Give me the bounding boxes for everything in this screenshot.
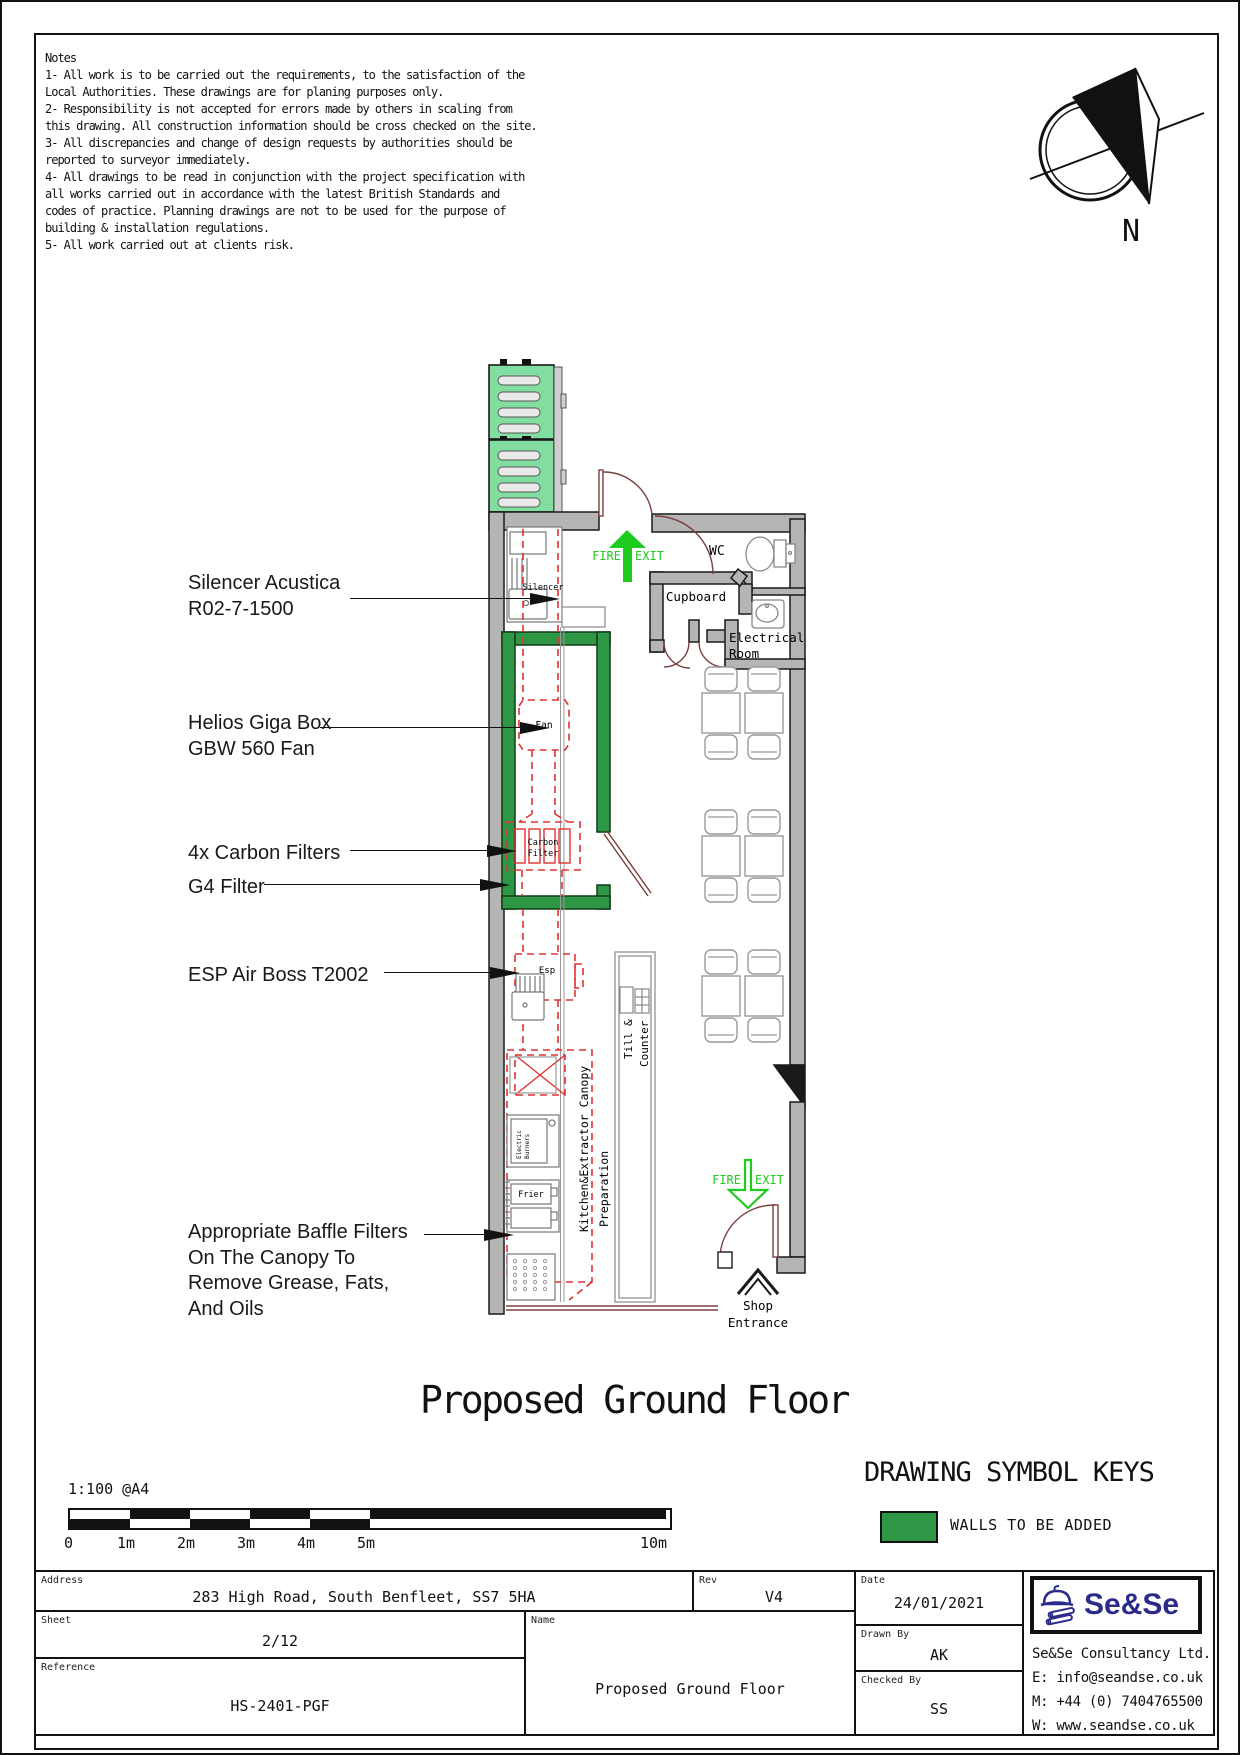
annotation-g4 bbox=[188, 874, 265, 900]
cell-company bbox=[1024, 1572, 1215, 1734]
leader-arrow-icon bbox=[487, 845, 517, 857]
logo-text: Se&Se bbox=[1084, 1588, 1180, 1621]
scale-bar-row-bottom bbox=[70, 1519, 670, 1528]
north-arrow-icon bbox=[962, 57, 1217, 262]
cell-name bbox=[526, 1612, 856, 1734]
label-carbon1: Carbon bbox=[527, 838, 559, 848]
annotation-line: ESP Air Boss T2002 bbox=[188, 964, 369, 986]
note-line: 2- Responsibility is not accepted for errors made by others in scaling from bbox=[45, 102, 512, 116]
reference-label: Reference bbox=[41, 1662, 96, 1673]
company-name: Se&Se Consultancy Ltd. bbox=[1032, 1646, 1211, 1662]
sheet-label: Sheet bbox=[41, 1615, 72, 1626]
rev-value: V4 bbox=[764, 1588, 784, 1606]
cell-address bbox=[36, 1572, 694, 1612]
annotation-line: On The Canopy To bbox=[188, 1246, 356, 1269]
company-logo bbox=[1030, 1576, 1202, 1634]
hardhat-icon bbox=[1038, 1584, 1080, 1626]
note-line: building & installation regulations. bbox=[45, 221, 270, 235]
note-line: reported to surveyor immediately. bbox=[45, 153, 251, 167]
drawn-by-value: AK bbox=[929, 1646, 949, 1664]
vent-grille-stack bbox=[489, 359, 566, 512]
legend-wall-swatch bbox=[880, 1511, 938, 1543]
label-frier: Frier bbox=[518, 1190, 544, 1200]
company-email: E: info@seandse.co.uk bbox=[1032, 1670, 1203, 1686]
note-line: 5- All work carried out at clients risk. bbox=[45, 238, 294, 252]
drawing-title: Proposed Ground Floor bbox=[420, 1378, 848, 1422]
notes-block bbox=[45, 50, 585, 254]
silencer-unit bbox=[507, 527, 562, 622]
scale-tick: 3m bbox=[237, 1534, 256, 1552]
label-preparation: Preparation bbox=[597, 1150, 611, 1227]
leader-line bbox=[264, 884, 480, 885]
walls-to-be-added bbox=[502, 632, 610, 909]
reference-value: HS-2401-PGF bbox=[230, 1697, 330, 1715]
scale-bar bbox=[68, 1508, 672, 1530]
legend-title: DRAWING SYMBOL KEYS bbox=[864, 1457, 1154, 1488]
leader-arrow-icon bbox=[480, 879, 510, 891]
label-kitchen-canopy: Kitchen&Extractor Canopy bbox=[577, 1065, 591, 1232]
name-label: Name bbox=[531, 1615, 556, 1626]
scale-tick: 10m bbox=[640, 1534, 668, 1552]
label-fan: Fan bbox=[535, 720, 553, 731]
date-label: Date bbox=[861, 1575, 886, 1586]
room-label-cupboard: Cupboard bbox=[665, 589, 727, 604]
annotation-line: GBW 560 Fan bbox=[188, 738, 315, 760]
cell-sheet bbox=[36, 1612, 526, 1659]
legend-wall-label: WALLS TO BE ADDED bbox=[950, 1516, 1113, 1534]
annotation-carbon bbox=[188, 840, 340, 866]
note-line: Local Authorities. These drawings are for planing purposes only. bbox=[45, 85, 444, 99]
worktop-edge bbox=[561, 627, 565, 1302]
scale-tick: 5m bbox=[357, 1534, 376, 1552]
annotation-line: Helios Giga Box bbox=[188, 712, 332, 734]
annotation-esp bbox=[188, 962, 368, 988]
shop-entrance-label2: Entrance bbox=[727, 1315, 789, 1330]
leader-line bbox=[384, 972, 490, 973]
leader-arrow-icon bbox=[484, 1229, 514, 1241]
note-line: 3- All discrepancies and change of design requests by authorities should be bbox=[45, 136, 512, 150]
leader-arrow-icon bbox=[520, 720, 553, 734]
name-value: Proposed Ground Floor bbox=[595, 1680, 785, 1698]
annotation-silencer bbox=[188, 570, 340, 622]
leader-arrow-icon bbox=[530, 593, 560, 605]
label-till1: Till & bbox=[622, 1019, 635, 1059]
kitchen-equipment bbox=[504, 1115, 559, 1300]
leader-line bbox=[320, 727, 520, 728]
company-mobile: M: +44 (0) 7404765500 bbox=[1032, 1694, 1203, 1710]
scale-ratio: 1:100 @A4 bbox=[68, 1480, 150, 1498]
checked-by-label: Checked By bbox=[861, 1675, 922, 1686]
scale-bar-row-top bbox=[70, 1510, 670, 1519]
label-esp: Esp bbox=[538, 966, 556, 976]
scale-tick: 0 bbox=[64, 1534, 74, 1552]
esp-unit bbox=[512, 974, 544, 1020]
annotation-line: R02-7-1500 bbox=[188, 598, 294, 620]
drawn-by-label: Drawn By bbox=[861, 1629, 910, 1640]
note-line: 4- All drawings to be read in conjunction with the project specification with bbox=[45, 170, 525, 184]
rev-label: Rev bbox=[699, 1575, 718, 1586]
annotation-baffle bbox=[188, 1220, 408, 1322]
shop-entrance-label1: Shop bbox=[742, 1298, 774, 1313]
notes-title: Notes bbox=[45, 51, 77, 65]
leader-line bbox=[350, 598, 530, 599]
fire-exit-top-word2: EXIT bbox=[635, 549, 664, 563]
leader-line bbox=[424, 1234, 484, 1235]
scale-tick: 4m bbox=[297, 1534, 316, 1552]
worktop bbox=[562, 607, 605, 627]
north-letter: N bbox=[1122, 214, 1141, 249]
till-counter bbox=[615, 952, 655, 1302]
annotation-line: And Oils bbox=[188, 1297, 264, 1320]
label-silencer: Silencer bbox=[522, 583, 564, 593]
label-carbon2: Filter bbox=[527, 849, 559, 859]
annotation-line: 4x Carbon Filters bbox=[188, 842, 341, 864]
scale-tick: 1m bbox=[117, 1534, 136, 1552]
floor-plan bbox=[422, 302, 862, 1342]
wc-fixtures bbox=[746, 537, 795, 628]
leader-line bbox=[350, 850, 487, 851]
dining-tables bbox=[702, 667, 783, 1042]
annotation-line: Appropriate Baffle Filters bbox=[188, 1221, 408, 1243]
annotation-line: Remove Grease, Fats, bbox=[188, 1272, 390, 1294]
annotation-helios bbox=[188, 710, 331, 762]
fire-exit-top-word1: FIRE bbox=[592, 549, 621, 563]
shop-entrance bbox=[728, 1270, 788, 1330]
cell-date bbox=[856, 1572, 1024, 1626]
cell-drawn-by bbox=[856, 1626, 1024, 1672]
annotation-line: G4 Filter bbox=[188, 876, 265, 898]
address-label: Address bbox=[41, 1575, 84, 1586]
annotation-line: Silencer Acustica bbox=[188, 572, 341, 594]
room-label-electrical2: Room bbox=[729, 646, 760, 661]
fire-exit-bottom bbox=[712, 1160, 784, 1208]
label-till2: Counter bbox=[638, 1020, 651, 1067]
scale-tick: 2m bbox=[177, 1534, 196, 1552]
cell-checked-by bbox=[856, 1672, 1024, 1734]
sheet-value: 2/12 bbox=[261, 1632, 299, 1650]
title-block bbox=[34, 1570, 1215, 1736]
note-line: this drawing. All construction information should be cross checked on the site. bbox=[45, 119, 537, 133]
note-line: codes of practice. Planning drawings are not to be used for the purpose of bbox=[45, 204, 506, 218]
cell-reference bbox=[36, 1659, 526, 1734]
extract-connection-box bbox=[510, 1057, 556, 1093]
label-oven2: Burners bbox=[524, 1133, 531, 1159]
checked-by-value: SS bbox=[929, 1700, 949, 1718]
company-contact bbox=[1032, 1642, 1211, 1738]
cell-rev bbox=[694, 1572, 856, 1612]
fire-exit-bottom-word2: EXIT bbox=[755, 1173, 784, 1187]
note-line: all works carried out in accordance with the latest British Standards and bbox=[45, 187, 500, 201]
label-oven1: Electric bbox=[516, 1130, 523, 1159]
leader-arrow-icon bbox=[490, 967, 520, 979]
company-web: W: www.seandse.co.uk bbox=[1032, 1718, 1195, 1734]
date-value: 24/01/2021 bbox=[893, 1594, 985, 1612]
room-label-electrical1: Electrical bbox=[729, 630, 805, 645]
address-value: 283 High Road, South Benfleet, SS7 5HA bbox=[192, 1588, 536, 1606]
fire-exit-bottom-word1: FIRE bbox=[712, 1173, 741, 1187]
note-line: 1- All work is to be carried out the requirements, to the satisfaction of the bbox=[45, 68, 525, 82]
room-label-wc: WC bbox=[709, 544, 725, 559]
